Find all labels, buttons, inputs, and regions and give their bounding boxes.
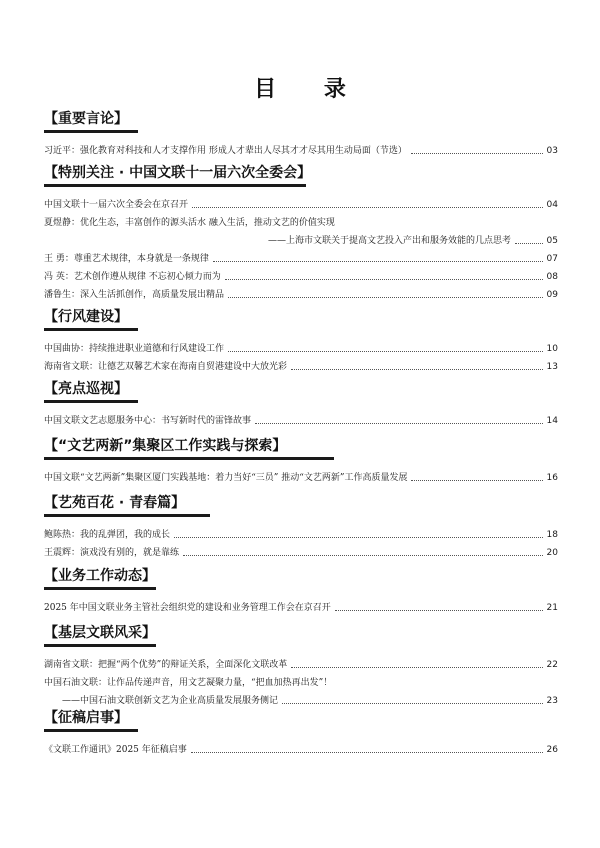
dot-leader	[191, 752, 543, 753]
section-title: 【行风建设】	[44, 309, 128, 325]
dot-leader	[411, 480, 542, 481]
entry-text: 海南省文联：让德艺双馨艺术家在海南自贸港建设中大放光彩	[44, 362, 288, 372]
entry-text: 中国曲协：持续推进职业道德和行风建设工作	[44, 344, 225, 354]
section-underline	[44, 514, 210, 517]
section-underline	[44, 130, 138, 133]
dot-leader	[282, 703, 543, 704]
entry-text: 习近平：强化教育对科技和人才支撑作用 形成人才辈出人尽其才才尽其用生动局面（节选）	[44, 146, 407, 156]
entry-page-number: 21	[546, 603, 558, 613]
dot-leader	[225, 279, 543, 280]
section-underline	[44, 400, 138, 403]
section-underline	[44, 328, 138, 331]
entry-page-number: 07	[546, 254, 558, 264]
entry-text: 王 勇：尊重艺术规律，本身就是一条规律	[44, 254, 209, 264]
dot-leader	[213, 261, 543, 262]
section-title: 【征稿启事】	[44, 710, 128, 726]
dot-leader	[291, 369, 543, 370]
dot-leader	[192, 207, 543, 208]
entry-page-number: 22	[546, 660, 558, 670]
entry-page-number: 14	[546, 416, 558, 426]
toc-section-important-speeches	[44, 110, 558, 157]
entry-page-number: 09	[546, 290, 558, 300]
toc-section-conduct-building	[44, 308, 558, 373]
toc-entry[interactable]	[44, 409, 558, 427]
entry-text: 潘鲁生：深入生活抓创作，高质量发展出精品	[44, 290, 225, 300]
section-underline	[44, 184, 306, 187]
toc-entry[interactable]	[44, 541, 558, 559]
entry-page-number: 10	[546, 344, 558, 354]
toc-entry[interactable]	[44, 247, 558, 265]
toc-entry[interactable]	[44, 355, 558, 373]
dot-leader	[291, 667, 542, 668]
entry-page-number: 20	[546, 548, 558, 558]
entry-page-number: 23	[546, 696, 558, 706]
toc-entry[interactable]	[44, 265, 558, 283]
entry-page-number: 05	[546, 236, 558, 246]
dot-leader	[411, 153, 543, 154]
toc-section-two-new-clusters	[44, 437, 558, 484]
entry-text: 鲍陈热：我的乱弹团，我的成长	[44, 530, 171, 540]
dot-leader	[228, 297, 543, 298]
toc-entry[interactable]	[44, 211, 558, 229]
toc-entry[interactable]	[44, 596, 558, 614]
entry-text: ——中国石油文联创新文艺为企业高质量发展服务侧记	[62, 696, 279, 706]
toc-section-special-focus	[44, 164, 558, 301]
toc-entry[interactable]	[44, 671, 558, 689]
toc-section-highlights	[44, 380, 558, 427]
toc-section-work-updates	[44, 567, 558, 614]
section-title: 【“文艺两新”集聚区工作实践与探索】	[44, 438, 287, 454]
entry-page-number: 18	[546, 530, 558, 540]
toc-section-call-for-papers	[44, 709, 558, 756]
entry-text: 中国文联十一届六次全委会在京召开	[44, 200, 189, 210]
entry-page-number: 16	[546, 473, 558, 483]
toc-entry[interactable]	[44, 523, 558, 541]
entry-page-number: 03	[546, 146, 558, 156]
toc-entry-subtitle[interactable]	[44, 689, 558, 707]
toc-entry[interactable]	[44, 466, 558, 484]
dot-leader	[335, 610, 543, 611]
entry-text: 中国文联文艺志愿服务中心：书写新时代的雷锋故事	[44, 416, 252, 426]
entry-text: 冯 英：艺术创作遵从规律 不忘初心倾力而为	[44, 272, 221, 282]
toc-section-youth-arts	[44, 494, 558, 559]
entry-text: 《文联工作通讯》2025 年征稿启事	[44, 745, 187, 755]
entry-text: 2025 年中国文联业务主管社会组织党的建设和业务管理工作会在京召开	[44, 603, 331, 613]
section-underline	[44, 729, 138, 732]
toc-entry-subtitle[interactable]	[44, 229, 558, 247]
section-title: 【业务工作动态】	[44, 568, 156, 584]
toc-entry[interactable]	[44, 337, 558, 355]
entry-text: 中国文联“文艺两新”集聚区厦门实践基地：着力当好“三员” 推动“文艺两新”工作高质量发展	[44, 473, 408, 483]
section-underline	[44, 457, 334, 460]
section-title: 【艺苑百花 · 青春篇】	[44, 495, 186, 511]
dot-leader	[174, 537, 543, 538]
section-underline	[44, 644, 156, 647]
toc-section-grassroots	[44, 624, 558, 707]
section-title: 【特别关注 · 中国文联十一届六次全委会】	[44, 165, 312, 181]
entry-text: 中国石油文联：让作品传递声音，用文艺凝聚力量，“把血加热再出发”！	[44, 678, 333, 688]
section-underline	[44, 587, 156, 590]
entry-page-number: 04	[546, 200, 558, 210]
entry-page-number: 13	[546, 362, 558, 372]
toc-entry[interactable]	[44, 283, 558, 301]
section-title: 【亮点巡视】	[44, 381, 128, 397]
toc-entry[interactable]	[44, 653, 558, 671]
entry-page-number: 08	[546, 272, 558, 282]
toc-entry[interactable]	[44, 139, 558, 157]
page-title: 目 录	[254, 77, 366, 102]
dot-leader	[183, 555, 543, 556]
entry-text: ——上海市文联关于提高文艺投入产出和服务效能的几点思考	[268, 236, 512, 246]
entry-text: 王震辉：演戏没有别的，就是靠练	[44, 548, 180, 558]
section-title: 【重要言论】	[44, 111, 128, 127]
toc-entry[interactable]	[44, 193, 558, 211]
dot-leader	[255, 423, 543, 424]
entry-text: 夏煜静：优化生态，丰富创作的源头活水 融入生活，推动文艺的价值实现	[44, 218, 335, 228]
dot-leader	[515, 243, 543, 244]
entry-text: 湖南省文联：把握“两个优势”的辩证关系，全面深化文联改革	[44, 660, 288, 670]
toc-entry[interactable]	[44, 738, 558, 756]
section-title: 【基层文联风采】	[44, 625, 156, 641]
entry-page-number: 26	[546, 745, 558, 755]
dot-leader	[228, 351, 543, 352]
